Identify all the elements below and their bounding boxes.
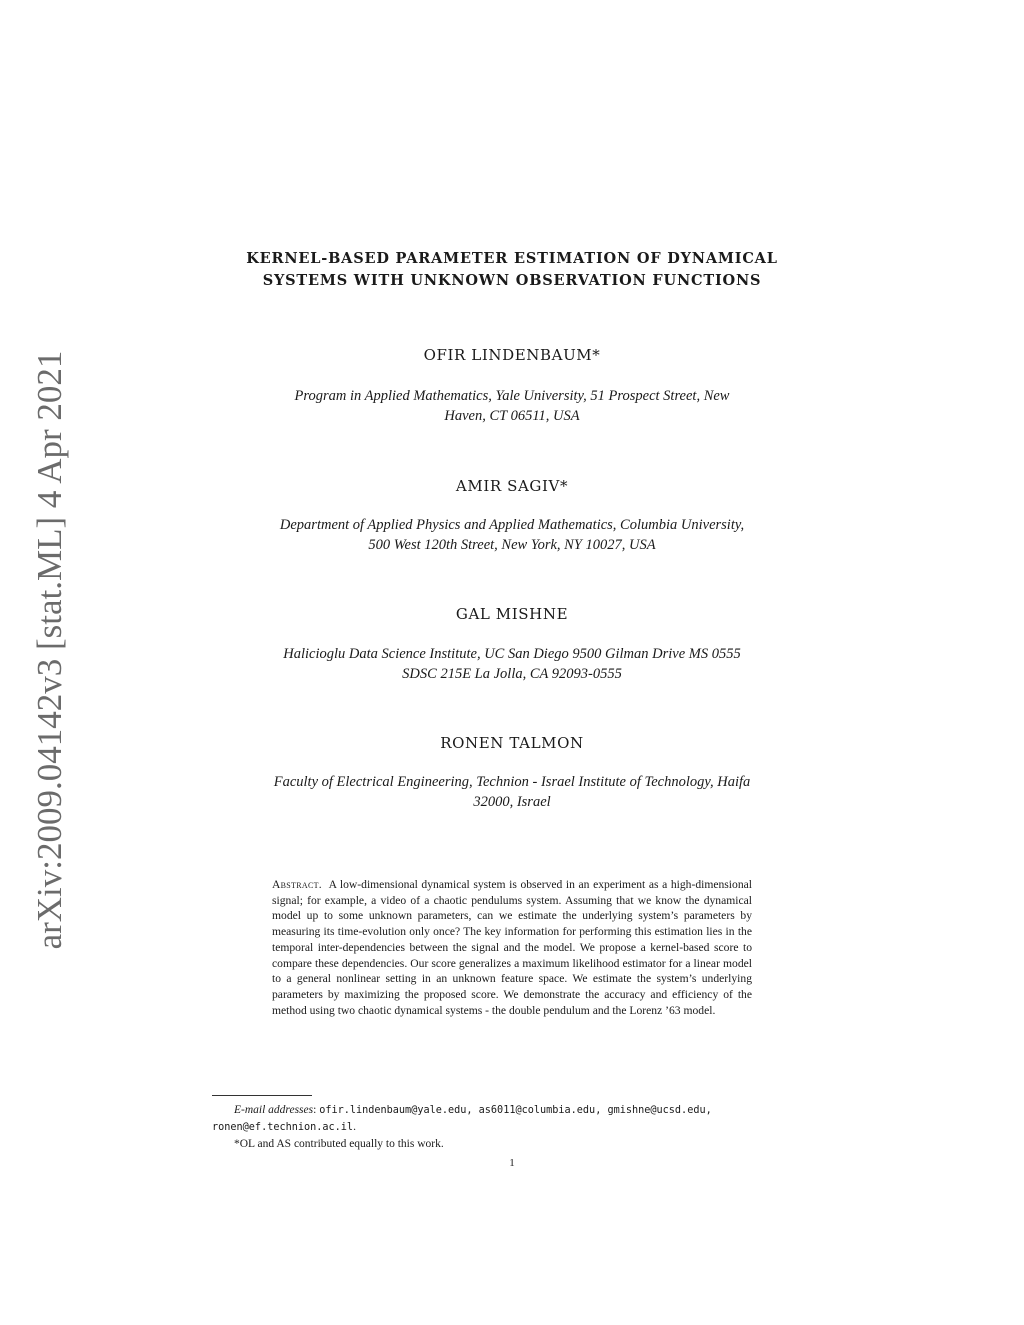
page-number: 1 [509,1157,515,1169]
author-name-1: OFIR LINDENBAUM* [423,346,601,364]
paper-title-line-1: KERNEL-BASED PARAMETER ESTIMATION OF DYNAMICAL [246,250,778,267]
abstract [272,877,752,1018]
footnotes [212,1102,812,1152]
abstract-text: A low-dimensional dynamical system is observed in an experiment as a high-dimensional signal; for example, a video of a chaotic pendulums system. Assuming that we know the dynamical model up to some unknown parameters, can we estimate the underlying system’s parameters by measuring its time-evolution only once? The key information for performing this estimation lies in the temporal inter-dependencies between the signal and the model. We propose a kernel-based score to compare these dependencies. Our score generalizes a maximum likelihood estimator for a linear model to a general nonlinear setting in an unknown feature space. We estimate the system’s underlying parameters by maximizing the proposed score. We demonstrate the accuracy and efficiency of the method using two chaotic dynamical systems - the double pendulum and the Lorenz ’63 model. [272,878,752,1017]
paper-title-line-2: SYSTEMS WITH UNKNOWN OBSERVATION FUNCTIONS [262,272,762,289]
author-affiliation-4: Faculty of Electrical Engineering, Technion - Israel Institute of Technology, Haifa 32000, Israel [273,774,751,810]
paper-title [212,248,812,292]
author-name-4: RONEN TALMON [440,734,584,752]
arxiv-identifier: arXiv:2009.04142v3 [stat.ML] 4 Apr 2021 [30,350,69,950]
email-address-last: ronen@ef.technion.ac.il [212,1122,354,1133]
footnote-contribution: *OL and AS contributed equally to this work. [234,1138,444,1150]
email-addresses: ofir.lindenbaum@yale.edu, as6011@columbia.edu, gmishne@ucsd.edu, [319,1105,712,1116]
footnote-emails-cont: ronen@ef.technion.ac.il. [212,1121,356,1133]
author-affiliation-2: Department of Applied Physics and Applied Mathematics, Columbia University, 500 West 120th Street, New York, NY 10027, USA [279,517,745,553]
footnote-rule [212,1095,312,1096]
author-name-2: AMIR SAGIV* [455,477,569,495]
author-name-3: GAL MISHNE [455,605,569,623]
author-affiliation-3: Halicioglu Data Science Institute, UC San Diego 9500 Gilman Drive MS 0555 SDSC 215E La Jolla, CA 92093-0555 [283,646,741,682]
author-affiliation-1: Program in Applied Mathematics, Yale University, 51 Prospect Street, New Haven, CT 06511, USA [294,388,730,424]
footnote-emails: E-mail addresses: ofir.lindenbaum@yale.edu, as6011@columbia.edu, gmishne@ucsd.edu, [234,1104,712,1116]
abstract-label: Abstract. [272,878,322,891]
email-label: E-mail addresses [234,1104,314,1116]
